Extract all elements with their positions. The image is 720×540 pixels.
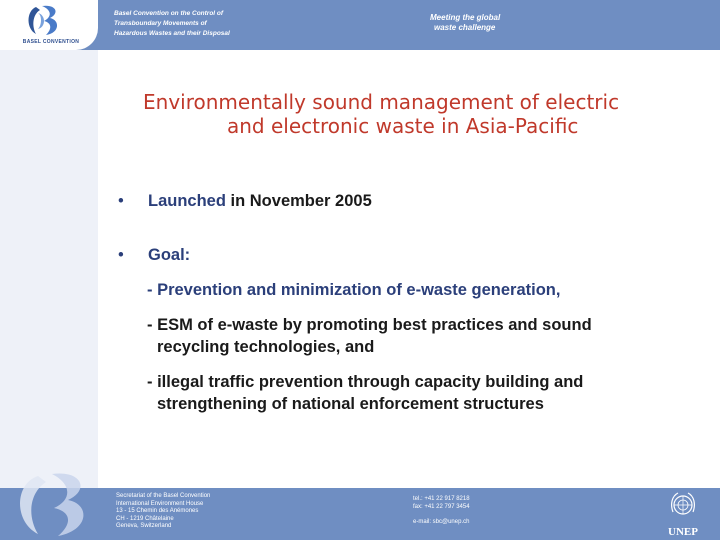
footer-address — [116, 493, 266, 531]
subpoint-line: - Prevention and minimization of e-waste generation, — [147, 281, 561, 299]
title-line: and electronic waste in Asia-Pacific — [227, 114, 579, 138]
basel-watermark-icon — [8, 470, 104, 540]
organization-name — [114, 9, 304, 39]
organization-line: Hazardous Wastes and their Disposal — [114, 30, 230, 37]
side-band — [0, 50, 98, 490]
tagline-line: Meeting the global — [430, 13, 501, 22]
basel-logo-icon — [22, 3, 70, 39]
organization-line: Transboundary Movements of — [114, 20, 207, 27]
bullet-icon: • — [118, 192, 124, 210]
footer-band — [0, 488, 720, 540]
phone-number: tel.: +41 22 917 8218 — [413, 496, 470, 502]
basel-logo — [0, 0, 98, 50]
address-line: 13 - 15 Chemin des Anémones — [116, 508, 199, 514]
goal-subpoint — [147, 371, 583, 415]
title-line: Environmentally sound management of electric — [143, 90, 620, 114]
email-address: e-mail: sbc@unep.ch — [413, 519, 470, 525]
fax-number: fax: +41 22 797 3454 — [413, 503, 470, 510]
bullet-keyword: Goal: — [148, 246, 191, 264]
bullet-icon: • — [118, 246, 124, 264]
tagline-line: waste challenge — [434, 23, 496, 32]
subpoint-line: recycling technologies, and — [157, 338, 375, 356]
un-emblem-icon — [668, 490, 698, 520]
subpoint-line: strengthening of national enforcement structures — [157, 395, 544, 413]
organization-line: Basel Convention on the Control of — [114, 10, 224, 17]
bullet-goal — [118, 246, 190, 265]
header-band — [0, 0, 720, 50]
address-line: Geneva, Switzerland — [116, 523, 172, 529]
goal-subpoint — [147, 279, 560, 301]
slide-title — [143, 90, 720, 138]
tagline — [430, 13, 520, 33]
subpoint-line: - illegal traffic prevention through capacity building and — [147, 373, 584, 391]
bullet-text: in November 2005 — [225, 192, 372, 210]
footer-contact — [413, 496, 533, 527]
goal-subpoint — [147, 314, 592, 358]
unep-label: UNEP — [668, 526, 698, 538]
logo-caption: BASEL CONVENTION — [22, 39, 80, 45]
subpoint-line: - ESM of e-waste by promoting best practices and sound — [147, 316, 592, 334]
address-line: CH - 1219 Châtelaine — [116, 515, 174, 522]
address-line: Secretariat of the Basel Convention — [116, 493, 211, 499]
bullet-launched — [118, 192, 372, 211]
bullet-keyword: Launched — [148, 192, 226, 210]
unep-logo — [660, 490, 706, 538]
address-line: International Environment House — [116, 500, 204, 507]
